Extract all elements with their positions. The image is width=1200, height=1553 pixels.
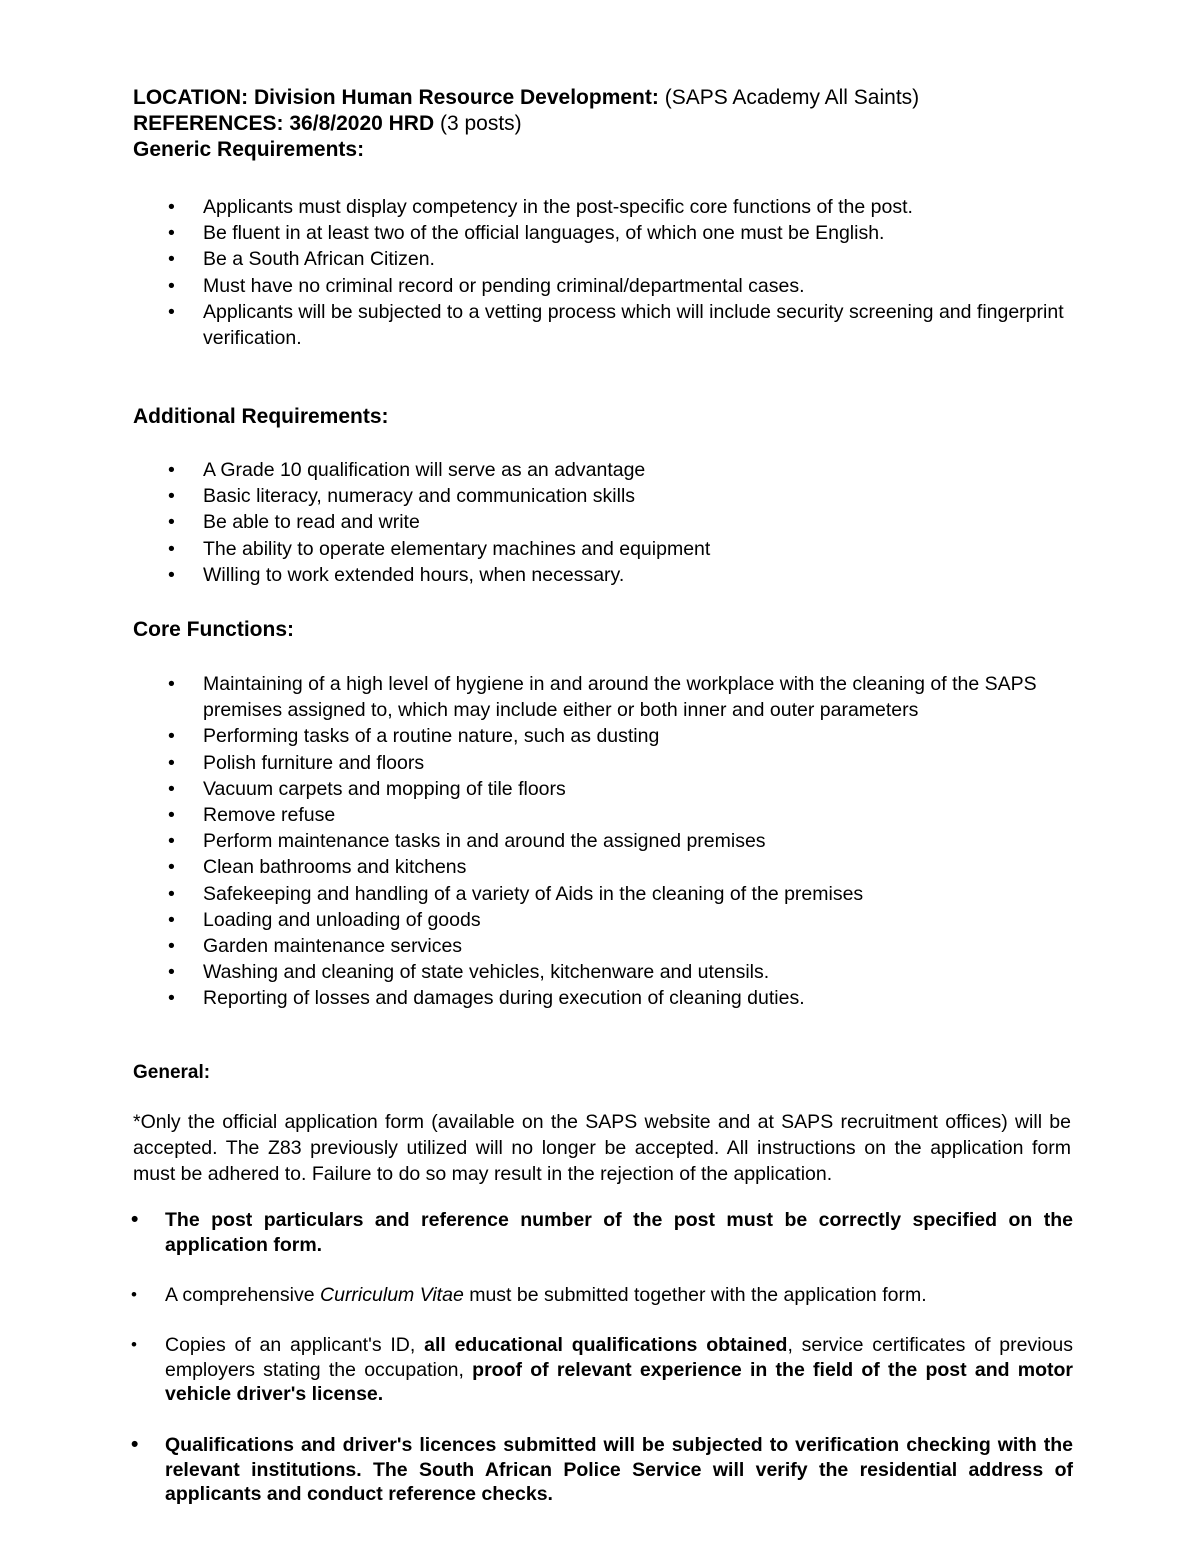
general-paragraph: *Only the official application form (available on the SAPS website and at SAPS recruitment offices) will be accepted. The Z83 previously utilized will no longer be accepted. All instructions on the application form must be adhered to. Failure to do so may result in the rejection of the application.: [133, 1111, 1071, 1185]
references-detail: (3 posts): [439, 112, 522, 135]
list-item: • Maintaining of a high level of hygiene in and around the workplace with the cleaning of the SAPS premises assigned to, which may include either or both inner and outer parameters: [133, 671, 1078, 723]
list-item: • Must have no criminal record or pending criminal/departmental cases.: [133, 273, 1078, 299]
bullet-text: Qualifications and driver's licences submitted will be subjected to verification checking with the relevant institutions. The South African Police Service will verify the residential address of applicants and conduct reference checks.: [165, 1434, 1073, 1505]
bullet-text-part: must be submitted together with the application form.: [463, 1284, 927, 1306]
list-item: • Applicants must display competency in the post-specific core functions of the post.: [133, 194, 1078, 220]
list-item: • Reporting of losses and damages during execution of cleaning duties.: [133, 985, 1078, 1011]
bullet-mark: •: [131, 1433, 139, 1456]
general-bullet-qualifications: [133, 1433, 1073, 1507]
bullet-text: The post particulars and reference number of the post must be correctly specified on the application form.: [165, 1209, 1073, 1256]
references-value: 36/8/2020 HRD: [289, 112, 435, 135]
list-item: • The ability to operate elementary machines and equipment: [133, 536, 1078, 562]
bullet-text-bold: proof of relevant experience in the field of the post and motor vehicle driver's license.: [165, 1358, 1073, 1405]
bullet-text: [165, 1283, 1073, 1308]
location-value: Division Human Resource Development:: [253, 86, 659, 109]
general-bullet-post-particulars: [133, 1208, 1073, 1257]
list-item: • Willing to work extended hours, when necessary.: [133, 562, 1078, 588]
list-item: • Perform maintenance tasks in and around the assigned premises: [133, 828, 1078, 854]
list-item: • Be able to read and write: [133, 509, 1078, 535]
list-item: • Loading and unloading of goods: [133, 907, 1078, 933]
list-item: • Polish furniture and floors: [133, 750, 1078, 776]
generic-heading-text: Generic Requirements:: [133, 138, 365, 161]
core-functions-list: [133, 671, 1078, 1012]
bullet-mark: •: [131, 1285, 137, 1304]
bullet-text-bold: all educational qualifications obtained: [424, 1334, 788, 1356]
additional-requirements-list: [133, 457, 1078, 588]
bullet-mark: •: [131, 1335, 137, 1354]
list-item: • Be a South African Citizen.: [133, 246, 1078, 272]
list-item: • Basic literacy, numeracy and communication skills: [133, 483, 1078, 509]
bullet-text: [165, 1333, 1073, 1407]
list-item: • Safekeeping and handling of a variety of Aids in the cleaning of the premises: [133, 881, 1078, 907]
generic-requirements-list: [133, 194, 1078, 351]
general-heading: General:: [133, 1062, 211, 1083]
general-bullet-curriculum-vitae: [133, 1283, 1073, 1308]
list-item: • Performing tasks of a routine nature, such as dusting: [133, 723, 1078, 749]
general-bullet-copies: [133, 1333, 1073, 1407]
additional-requirements-heading: Additional Requirements:: [133, 405, 389, 428]
bullet-text-part: , service certificates of previous employers stating the occupation,: [165, 1334, 1073, 1381]
bullet-text-part: Copies of an applicant's ID,: [165, 1334, 425, 1356]
generic-requirements-heading: [133, 137, 1078, 163]
list-item: • Remove refuse: [133, 802, 1078, 828]
curriculum-vitae-term: Curriculum Vitae: [320, 1284, 464, 1306]
location-detail: (SAPS Academy All Saints): [664, 86, 920, 109]
bullet-mark: •: [131, 1208, 139, 1231]
location-label: LOCATION:: [133, 86, 249, 109]
list-item: • Garden maintenance services: [133, 933, 1078, 959]
references-line: [133, 111, 1078, 137]
list-item: • Applicants will be subjected to a vetting process which will include security screening and fingerprint verification.: [133, 299, 1078, 351]
list-item: • Washing and cleaning of state vehicles, kitchenware and utensils.: [133, 959, 1078, 985]
core-functions-heading: Core Functions:: [133, 618, 294, 641]
references-label: REFERENCES:: [133, 112, 284, 135]
list-item: • A Grade 10 qualification will serve as an advantage: [133, 457, 1078, 483]
list-item: • Vacuum carpets and mopping of tile floors: [133, 776, 1078, 802]
location-line: [133, 85, 1078, 111]
list-item: • Be fluent in at least two of the official languages, of which one must be English.: [133, 220, 1078, 246]
list-item: • Clean bathrooms and kitchens: [133, 854, 1078, 880]
bullet-text-part: A comprehensive: [165, 1284, 321, 1306]
